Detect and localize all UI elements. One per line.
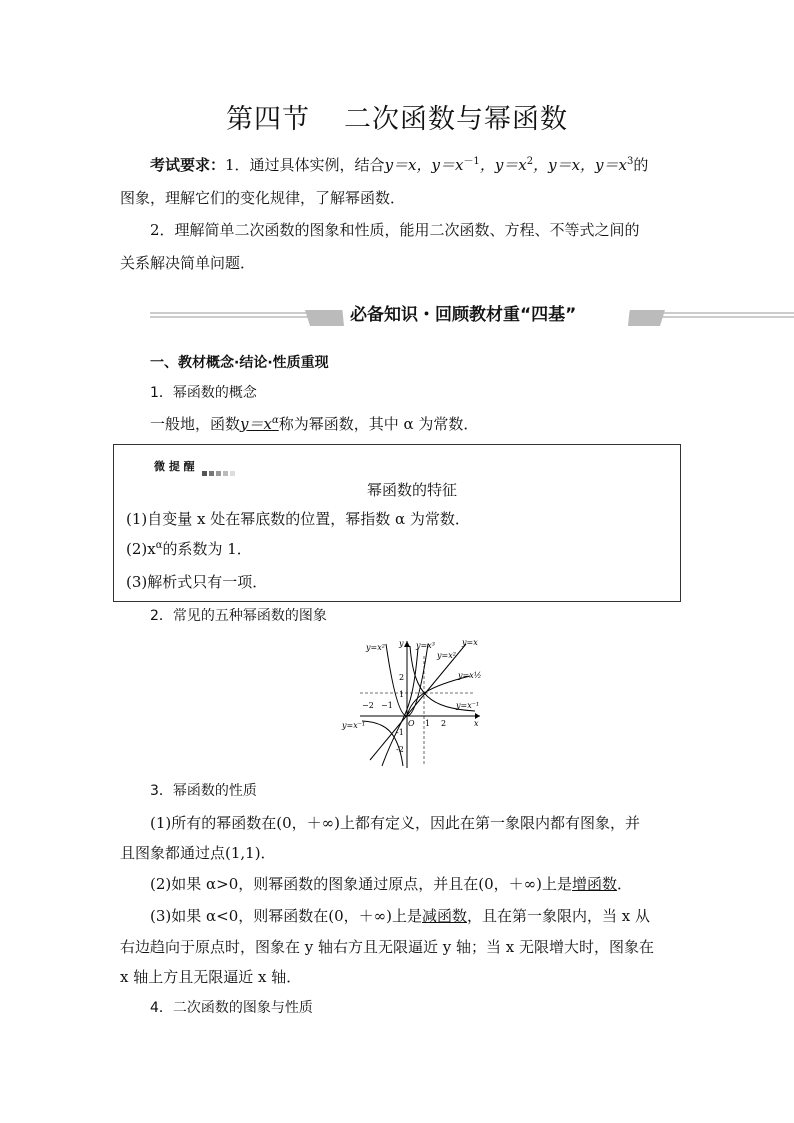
property-3-underline: 减函数 <box>422 907 468 925</box>
label-y-x3: y=x³ <box>416 641 435 650</box>
label-y-x2: y=x² <box>366 643 385 652</box>
subheading-properties: 3．幂函数的性质 <box>150 783 257 799</box>
subheading-concept: 1．幂函数的概念 <box>150 385 257 401</box>
subheading-graphs: 2．常见的五种幂函数的图象 <box>150 608 327 624</box>
title-topic: 二次函数与幂函数 <box>344 104 568 135</box>
power-function-graph <box>340 636 490 776</box>
banner-title: 必备知识・回顾教材重“四基” <box>350 305 577 325</box>
requirements-line4: 关系解决简单问题． <box>120 254 256 272</box>
property-1-line1: (1)所有的幂函数在(0，＋∞)上都有定义，因此在第一象限内都有图象，并 <box>150 814 640 832</box>
label-y-sqrt: y=x½ <box>458 671 482 680</box>
property-2-underline: 增函数 <box>572 875 618 893</box>
xtick-2: 2 <box>441 719 447 728</box>
requirements-line2: 图象，理解它们的变化规律，了解幂函数． <box>120 189 406 207</box>
section-heading: 一、教材概念·结论·性质重现 <box>150 355 329 371</box>
property-3-line2: 右边趋向于原点时，图象在 y 轴右方且无限逼近 y 轴；当 x 无限增大时，图象在 <box>120 938 655 956</box>
requirements-line1: 考试要求：1．通过具体实例，结合y＝x，$y=x^{-1}$，$y=x^2$，y＝x，$y=x^3$的 <box>150 156 649 174</box>
tip-box <box>113 444 681 602</box>
subheading-quadratic: 4．二次函数的图象与性质 <box>150 1000 313 1016</box>
ytick-1: 1 <box>399 690 405 699</box>
label-origin: O <box>408 719 415 728</box>
label-y-x2-right: y=x² <box>437 651 456 660</box>
property-3-line3: x 轴上方且无限逼近 x 轴． <box>120 968 302 986</box>
ytick-2: 2 <box>399 673 405 682</box>
xtick-1: 1 <box>425 719 431 728</box>
tip-item-1: (1)自变量 x 处在幂底数的位置，幂指数 α 为常数． <box>126 510 470 528</box>
property-3-line1: (3)如果 α<0，则幂函数在(0，＋∞)上是减函数，且在第一象限内，当 x 从 <box>150 907 651 925</box>
label-axis-x: x <box>474 719 479 728</box>
requirements-line3: 2．理解简单二次函数的图象和性质，能用二次函数、方程、不等式之间的 <box>150 221 640 239</box>
label-axis-y: y <box>399 639 404 648</box>
definition-line: 一般地，函数$y=x^\alpha$称为幂函数，其中 α 为常数． <box>150 415 479 433</box>
section-banner <box>150 296 794 336</box>
definition-formula: $y=x^\alpha$ <box>240 415 279 433</box>
ytick-m1: -1 <box>396 728 404 737</box>
label-y-inverse: y=x⁻¹ <box>456 701 480 710</box>
property-1-line2: 且图象都通过点(1,1)． <box>120 844 276 862</box>
tip-dots <box>202 461 237 480</box>
xtick-m1: −1 <box>381 701 393 710</box>
ytick-m2: -2 <box>396 745 404 754</box>
xtick-m2: −2 <box>362 701 374 710</box>
property-2: (2)如果 α>0，则幂函数的图象通过原点，并且在(0，＋∞)上是增函数． <box>150 875 633 893</box>
label-y-inverse-left: y=x⁻¹ <box>342 721 366 730</box>
page-title <box>0 97 794 136</box>
tip-title: 幂函数的特征 <box>367 481 458 499</box>
tip-item-3: (3)解析式只有一项． <box>126 573 268 591</box>
title-section: 第四节 <box>226 104 310 135</box>
tip-label: 微 提 醒 <box>154 460 195 473</box>
label-y-x: y=x <box>462 638 478 647</box>
tip-item-2: $(2)x^\alpha$的系数为 1． <box>126 540 252 558</box>
